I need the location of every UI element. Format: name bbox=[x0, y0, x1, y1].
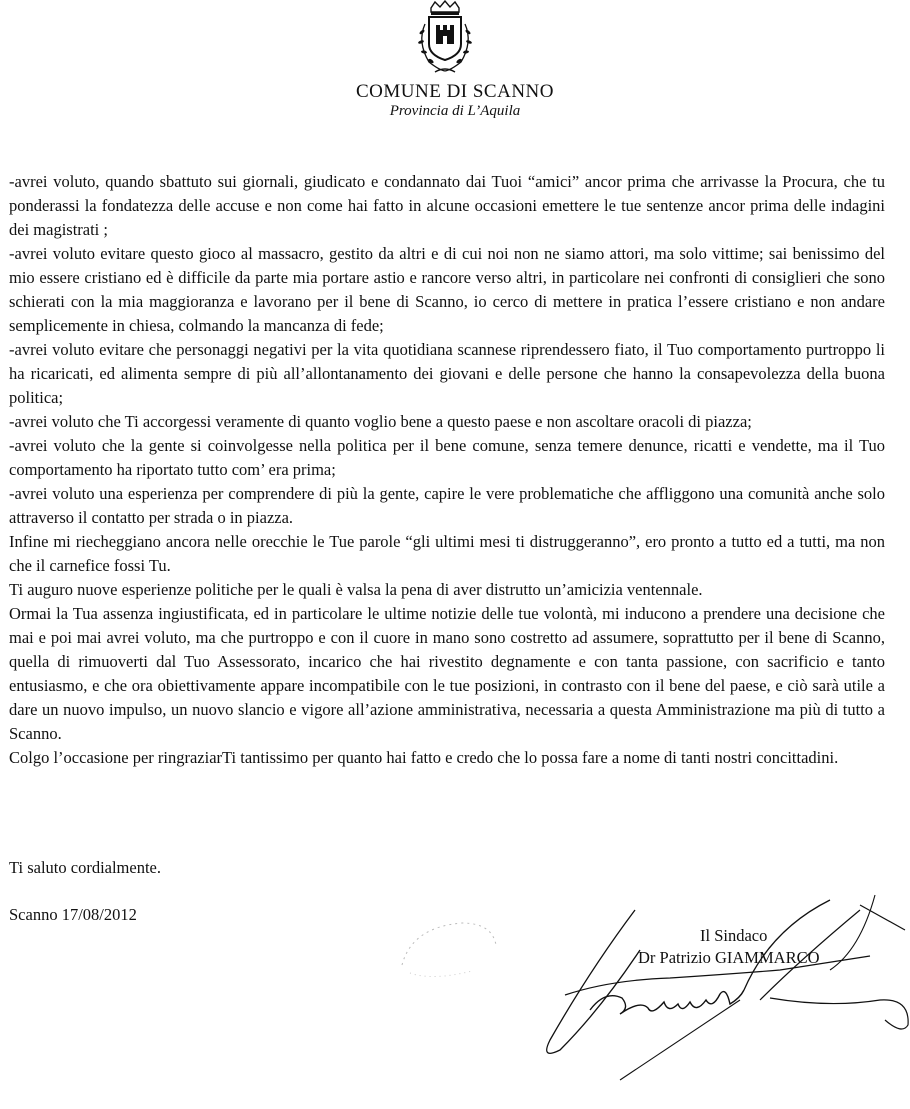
handwritten-signature bbox=[530, 890, 910, 1090]
body-paragraph: -avrei voluto evitare che personaggi negativi per la vita quotidiana scannese riprendessero fiato, il Tuo comportamento purtroppo li ha ricaricati, ed alimenta sempre di più all’allontanamento dei giovani e delle persone che hanno la consapevolezza della buona politica; bbox=[9, 340, 885, 407]
municipal-crest-icon bbox=[405, 0, 485, 78]
body-paragraph: Colgo l’occasione per ringraziarTi tantissimo per quanto hai fatto e credo che lo possa fare a nome di tanti nostri concittadini. bbox=[9, 748, 839, 767]
body-paragraph: -avrei voluto che la gente si coinvolgesse nella politica per il bene comune, senza temere denunce, ricatti e vendette, ma il Tuo comportamento ha riportato tutto com’ era prima; bbox=[9, 436, 885, 479]
org-name: COMUNE DI SCANNO bbox=[355, 81, 554, 102]
org-subtitle: Provincia di L’Aquila bbox=[389, 103, 521, 119]
body-paragraph: -avrei voluto che Ti accorgessi veramente di quanto voglio bene a questo paese e non ascoltare oracoli di piazza; bbox=[9, 412, 752, 431]
signatory-title: Il Sindaco bbox=[700, 926, 768, 945]
faint-stamp-mark bbox=[392, 915, 502, 985]
closing-salutation: Ti saluto cordialmente. bbox=[9, 858, 161, 877]
body-paragraph: Ti auguro nuove esperienze politiche per le quali è valsa la pena di aver distrutto un’amicizia ventennale. bbox=[9, 580, 703, 599]
body-paragraph: -avrei voluto una esperienza per comprendere di più la gente, capire le vere problematiche che affliggono una comunità anche solo attraverso il contatto per strada o in piazza. bbox=[9, 484, 885, 527]
place-date: Scanno 17/08/2012 bbox=[9, 905, 137, 924]
body-paragraph: -avrei voluto, quando sbattuto sui giornali, giudicato e condannato dai Tuoi “amici” ancor prima che arrivasse la Procura, che tu ponderassi la fondatezza delle accuse e non come hai fatto in alcune occasioni emettere le tue sentenze ancor prima delle indagini dei magistrati ; bbox=[9, 172, 885, 239]
body-paragraph: -avrei voluto evitare questo gioco al massacro, gestito da altri e di cui noi non ne siamo attori, ma solo vittime; sai benissimo del mio essere cristiano ed è difficile da parte mia portare astio e rancore verso altri, in particolare nei confronti di consiglieri che sono schierati con la mia maggioranza e lavorano per il bene di Scanno, io cerco di mettere in pratica l’essere cristiano e non andare semplicemente in chiesa, colmando la mancanza di fede; bbox=[9, 244, 885, 335]
signatory-name: Dr Patrizio GIAMMARCO bbox=[638, 948, 820, 967]
body-paragraph: Infine mi riecheggiano ancora nelle orecchie le Tue parole “gli ultimi mesi ti distruggeranno”, ero pronto a tutto ed a tutti, ma non che il carnefice fossi Tu. bbox=[9, 532, 885, 575]
body-paragraph: Ormai la Tua assenza ingiustificata, ed in particolare le ultime notizie delle tue volontà, mi inducono a prendere una decisione che mai e poi mai avrei voluto, ma che purtroppo e con il cuore in mano sono costretto ad assumere, soprattutto per il bene di Scanno, quella di rimuoverti dal Tuo Assessorato, incarico che hai rivestito degnamente e con tanta passione, con sacrificio e tanto entusiasmo, e che ora obiettivamente appare incompatibile con le tue posizioni, in contrasto con il bene del paese, e ciò sarà utile a dare un nuovo impulso, un nuovo slancio e vigore all’azione amministrativa, necessaria a questa Amministrazione ma più di tutto a Scanno. bbox=[9, 604, 885, 743]
letter-body bbox=[9, 170, 885, 770]
